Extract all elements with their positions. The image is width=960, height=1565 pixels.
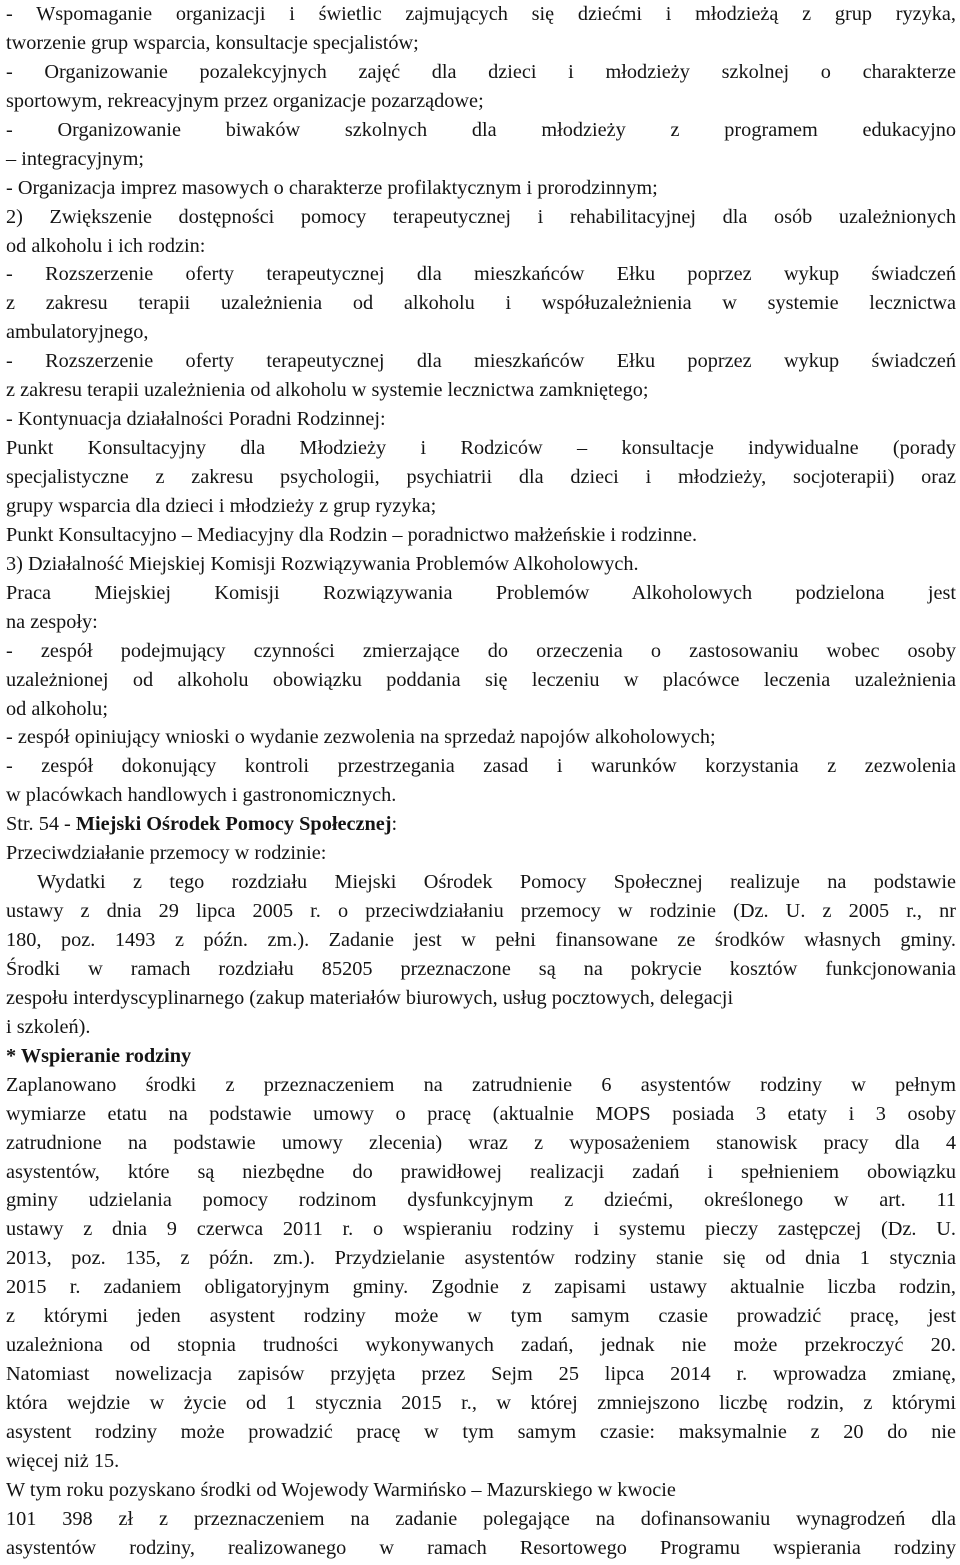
text-line: asystent rodziny może prowadzić pracę w tym samym czasie: maksymalnie z 20 do nie (6, 1420, 956, 1443)
text-line: uzależniona od stopnia trudności wykonywanych zadań, jednak nie może przekroczyć 20. (6, 1334, 956, 1357)
text-line: - Rozszerzenie oferty terapeutycznej dla mieszkańców Ełku poprzez wykup świadczeń (6, 350, 956, 373)
section-heading-title: Miejski Ośrodek Pomocy Społecznej (75, 813, 392, 836)
text-line: - zespół dokonujący kontroli przestrzegania zasad i warunków korzystania z zezwolenia (6, 755, 956, 778)
text-line: ustawy z dnia 29 lipca 2005 r. o przeciwdziałaniu przemocy w rodzinie (Dz. U. z 2005 r., nr (6, 900, 956, 923)
subsection-heading: * Wspieranie rodziny (6, 1044, 192, 1067)
text-line: sportowym, rekreacyjnym przez organizacje pozarządowe; (6, 89, 484, 112)
text-line: Zaplanowano środki z przeznaczeniem na zatrudnienie 6 asystentów rodziny w pełnym (6, 1073, 956, 1096)
text-line: grupy wsparcia dla dzieci i młodzieży z grup ryzyka; (6, 494, 437, 517)
text-line: - Rozszerzenie oferty terapeutycznej dla mieszkańców Ełku poprzez wykup świadczeń (6, 263, 956, 286)
section-heading-suffix: : (391, 813, 398, 836)
text-line: z zakresu terapii uzależnienia od alkoholu i współuzależnienia w systemie lecznictwa (6, 292, 956, 315)
text-line: - Kontynuacja działalności Poradni Rodzinnej: (6, 408, 386, 431)
text-line: - Wspomaganie organizacji i świetlic zajmujących się dziećmi i młodzieżą z grup ryzyka, (6, 3, 956, 25)
text-line: tworzenie grup wsparcia, konsultacje specjalistów; (6, 31, 419, 54)
text-line: na zespoły: (6, 610, 98, 633)
text-line: Punkt Konsultacyjny dla Młodzieży i Rodziców – konsultacje indywidualne (porady (6, 437, 956, 460)
text-line: zatrudnione na podstawie umowy zlecenia) wraz z wyposażeniem stanowisk pracy dla 4 (6, 1131, 956, 1154)
text-line: w placówkach handlowych i gastronomicznych. (6, 784, 397, 807)
text-line: z którymi jeden asystent rodziny może w tym samym czasie prowadzić pracę, jest (6, 1305, 956, 1328)
text-line: Praca Miejskiej Komisji Rozwiązywania Problemów Alkoholowych podzielona jest (6, 581, 956, 604)
section-heading (6, 810, 956, 839)
text-line: - zespół opiniujący wnioski o wydanie zezwolenia na sprzedaż napojów alkoholowych; (6, 726, 716, 749)
text-line: więcej niż 15. (6, 1449, 120, 1472)
text-line: 3) Działalność Miejskiej Komisji Rozwiązywania Problemów Alkoholowych. (6, 552, 639, 575)
text-line: i szkoleń). (6, 1015, 91, 1038)
text-line: zespołu interdyscyplinarnego (zakup materiałów biurowych, usług pocztowych, delegacji (6, 986, 734, 1009)
text-line: W tym roku pozyskano środki od Wojewody Warmińsko – Mazurskiego w kwocie (6, 1478, 676, 1501)
text-line: Przeciwdziałanie przemocy w rodzinie: (6, 842, 327, 865)
text-line: - Organizowanie biwaków szkolnych dla młodzieży z programem edukacyjno (6, 118, 956, 141)
text-line: specjalistyczne z zakresu psychologii, psychiatrii dla dzieci i młodzieży, socjoterapii) oraz (6, 466, 956, 488)
text-line: 2) Zwiększenie dostępności pomocy terapeutycznej i rehabilitacyjnej dla osób uzależnionych (6, 205, 956, 228)
text-line: Środki w ramach rozdziału 85205 przeznaczone są na pokrycie kosztów funkcjonowania (6, 957, 956, 980)
text-line: ambulatoryjnego, (6, 321, 149, 344)
text-line: z zakresu terapii uzależnienia od alkoholu w systemie lecznictwa zamkniętego; (6, 379, 649, 402)
text-line: asystentów rodziny, realizowanego w ramach Resortowego Programu wspierania rodziny (6, 1536, 956, 1559)
text-line: asystentów, które są niezbędne do prawidłowej realizacji zadań i spełnieniem obowiązku (6, 1160, 956, 1183)
text-line: gminy udzielania pomocy rodzinom dysfunkcyjnym z dziećmi, określonego w art. 11 (6, 1189, 956, 1212)
text-line: - Organizowanie pozalekcyjnych zajęć dla dzieci i młodzieży szkolnej o charakterze (6, 60, 956, 83)
text-line: od alkoholu; (6, 697, 108, 720)
text-line: 2015 r. zadaniem obligatoryjnym gminy. Zgodnie z zapisami ustawy aktualnie liczba rodzin, (6, 1276, 956, 1299)
text-line: 180, poz. 1493 z późn. zm.). Zadanie jest w pełni finansowane ze środków własnych gminy. (6, 929, 956, 951)
text-line: 101 398 zł z przeznaczeniem na zadanie polegające na dofinansowaniu wynagrodzeń dla (6, 1507, 956, 1530)
text-line: – integracyjnym; (6, 147, 144, 170)
section-heading-prefix: Str. 54 - (6, 813, 76, 836)
text-line: Natomiast nowelizacja zapisów przyjęta przez Sejm 25 lipca 2014 r. wprowadza zmianę, (6, 1363, 956, 1386)
text-line: ustawy z dnia 9 czerwca 2011 r. o wspieraniu rodziny i systemu pieczy zastępczej (Dz. U. (6, 1218, 956, 1241)
text-line: wymiarze etatu na podstawie umowy o pracę (aktualnie MOPS posiada 3 etaty i 3 osoby (6, 1102, 956, 1125)
text-line: - zespół podejmujący czynności zmierzające do orzeczenia o zastosowaniu wobec osoby (6, 639, 956, 662)
text-line: 2013, poz. 135, z późn. zm.). Przydzielanie asystentów rodziny stanie się od dnia 1 stycznia (6, 1247, 956, 1270)
text-line: od alkoholu i ich rodzin: (6, 234, 206, 257)
text-line: która wejdzie w życie od 1 stycznia 2015 r., w której zmniejszono liczbę rodzin, z którymi (6, 1392, 956, 1414)
text-line: Punkt Konsultacyjno – Mediacyjny dla Rodzin – poradnictwo małżeńskie i rodzinne. (6, 523, 698, 546)
text-line: uzależnionej od alkoholu obowiązku poddania się leczeniu w placówce leczenia uzależnienia (6, 668, 956, 691)
text-line: Wydatki z tego rozdziału Miejski Ośrodek Pomocy Społecznej realizuje na podstawie (37, 871, 956, 894)
text-line: - Organizacja imprez masowych o charakterze profilaktycznym i prorodzinnym; (6, 176, 658, 199)
